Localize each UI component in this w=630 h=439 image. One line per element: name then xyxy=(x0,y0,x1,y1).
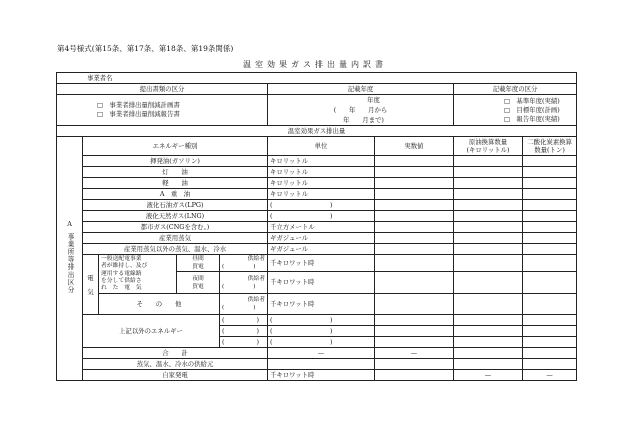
actual-input[interactable] xyxy=(375,233,454,244)
crude-oil-input[interactable] xyxy=(454,294,523,315)
daytime-line: 昼間 xyxy=(192,256,204,262)
co2-input[interactable] xyxy=(523,178,577,189)
self-gen-actual-input[interactable] xyxy=(375,370,454,381)
night-supplier[interactable] xyxy=(220,272,268,294)
table-row xyxy=(57,211,577,222)
total-crude-oil-input[interactable] xyxy=(454,348,523,359)
other-unit-input[interactable]: ( ) xyxy=(268,326,375,337)
crude-oil-input[interactable] xyxy=(454,244,523,255)
electricity-label xyxy=(83,255,99,315)
col-actual: 実数値 xyxy=(375,137,454,156)
actual-input[interactable] xyxy=(375,337,454,348)
daytime-line: 買電 xyxy=(192,264,204,270)
night-line: 夜間 xyxy=(192,275,204,282)
actual-input[interactable] xyxy=(375,178,454,189)
grid-electricity-label xyxy=(99,255,177,294)
co2-input[interactable] xyxy=(523,255,577,272)
table-row xyxy=(57,167,577,178)
supplier-label: 供給者 xyxy=(247,297,265,304)
table-row xyxy=(57,156,577,167)
grid-line: れ た 電 気 xyxy=(101,285,142,292)
crude-oil-input[interactable] xyxy=(454,315,523,326)
table-row xyxy=(57,315,577,326)
grid-line: 運用する電線路 xyxy=(101,270,142,277)
fiscal-year-line: 年度 xyxy=(367,96,380,104)
co2-input[interactable] xyxy=(523,326,577,337)
co2-input[interactable] xyxy=(523,294,577,315)
unit-cell: 千キロワット時 xyxy=(268,294,375,315)
other-electricity-label: そ の 他 xyxy=(99,294,220,315)
actual-input[interactable] xyxy=(375,167,454,178)
grid-line: 者が維持し、及び xyxy=(101,263,148,270)
energy-label: 揮発油(ガソリン) xyxy=(83,156,268,167)
crude-oil-input[interactable] xyxy=(454,326,523,337)
other-energy-name-input[interactable]: ( ) xyxy=(220,337,268,348)
co2-input[interactable] xyxy=(523,200,577,211)
actual-input[interactable] xyxy=(375,244,454,255)
emissions-breakdown-table xyxy=(56,72,577,381)
fiscal-year-to: 年 月まで) xyxy=(343,116,384,124)
energy-label: A 重 油 xyxy=(83,189,268,200)
crude-oil-input[interactable] xyxy=(454,156,523,167)
table-row xyxy=(57,359,577,370)
emission-category-side-label xyxy=(57,137,83,381)
col-crude-oil-line2: (キロリットル) xyxy=(466,146,510,154)
crude-oil-input[interactable] xyxy=(454,167,523,178)
unit-cell: キロリットル xyxy=(268,189,375,200)
fiscal-year-from: ( 年 月から xyxy=(333,106,388,114)
steam-actual-input[interactable] xyxy=(375,359,454,370)
co2-input[interactable] xyxy=(523,315,577,326)
side-label-text: 事業所等排出区分 xyxy=(66,233,74,295)
actual-input[interactable] xyxy=(375,255,454,272)
unit-cell: ギガジュール xyxy=(268,233,375,244)
other-unit-input[interactable]: ( ) xyxy=(268,337,375,348)
electricity-label-bottom: 気 xyxy=(87,287,94,296)
unit-cell: ( ) xyxy=(268,200,375,211)
total-co2-input[interactable] xyxy=(523,348,577,359)
actual-input[interactable] xyxy=(375,156,454,167)
actual-input[interactable] xyxy=(375,326,454,337)
fiscal-year-header: 記載年度 xyxy=(268,84,454,95)
co2-input[interactable] xyxy=(523,337,577,348)
other-supplier[interactable] xyxy=(220,294,268,315)
doc-type-options xyxy=(57,95,268,126)
co2-input[interactable] xyxy=(523,233,577,244)
fiscal-type-option-report[interactable]: □ 報告年度(実績) xyxy=(504,114,560,123)
energy-label: 産業用蒸気 xyxy=(83,233,268,244)
doc-type-header: 提出書類の区分 xyxy=(57,84,268,95)
supplier-paren: ( ) xyxy=(222,305,256,312)
table-row xyxy=(57,233,577,244)
crude-oil-input[interactable] xyxy=(454,222,523,233)
col-co2 xyxy=(523,137,577,156)
table-row xyxy=(57,348,577,359)
col-energy-type: エネルギー種別 xyxy=(83,137,268,156)
col-crude-oil-line1: 原油換算数量 xyxy=(468,138,508,146)
crude-oil-input[interactable] xyxy=(454,337,523,348)
doc-type-option-plan[interactable]: □ 事業者排出量削減計画書 xyxy=(97,101,180,109)
total-unit-dash: — xyxy=(268,348,375,359)
table-row xyxy=(57,222,577,233)
table-row xyxy=(57,244,577,255)
actual-input[interactable] xyxy=(375,294,454,315)
co2-input[interactable] xyxy=(523,244,577,255)
energy-label: 産業用蒸気以外の蒸気、温水、冷水 xyxy=(83,244,268,255)
crude-oil-input[interactable] xyxy=(454,233,523,244)
self-gen-co2-dash: — xyxy=(523,370,577,381)
col-unit: 単位 xyxy=(268,137,375,156)
table-row xyxy=(57,370,577,381)
grid-line: を分して供給さ xyxy=(101,277,142,284)
energy-label: 都市ガス(CNGを含む。) xyxy=(83,222,268,233)
col-co2-line2: 数量(トン) xyxy=(534,146,565,154)
electricity-label-top: 電 xyxy=(87,273,94,282)
crude-oil-input[interactable] xyxy=(454,189,523,200)
steam-crude-oil-input[interactable] xyxy=(454,359,523,370)
total-actual-dash: — xyxy=(375,348,454,359)
crude-oil-input[interactable] xyxy=(454,178,523,189)
grid-line: 一般送配電事業 xyxy=(101,256,142,262)
steam-co2-input[interactable] xyxy=(523,359,577,370)
fiscal-type-options xyxy=(454,95,577,126)
unit-cell: 千立方メートル xyxy=(268,222,375,233)
co2-input[interactable] xyxy=(523,156,577,167)
other-energy-label: 上記以外のエネルギー xyxy=(83,315,220,348)
energy-label: 灯 油 xyxy=(83,167,268,178)
unit-cell: 千キロワット時 xyxy=(268,370,375,381)
actual-input[interactable] xyxy=(375,222,454,233)
unit-cell: キロリットル xyxy=(268,167,375,178)
co2-input[interactable] xyxy=(523,211,577,222)
other-unit-input[interactable]: ( ) xyxy=(268,315,375,326)
crude-oil-input[interactable] xyxy=(454,211,523,222)
table-row xyxy=(57,200,577,211)
night-purchase-label xyxy=(177,272,220,294)
supplier-label: 供給者 xyxy=(247,275,265,282)
form-id: 第4号様式(第15条、第17条、第18条、第19条関係) xyxy=(57,44,234,53)
actual-input[interactable] xyxy=(375,272,454,294)
daytime-supplier[interactable] xyxy=(220,255,268,272)
crude-oil-input[interactable] xyxy=(454,200,523,211)
unit-cell: キロリットル xyxy=(268,156,375,167)
energy-label: 液化天然ガス(LNG) xyxy=(83,211,268,222)
other-energy-name-input[interactable]: ( ) xyxy=(220,315,268,326)
business-operator-label: 事業者名 xyxy=(57,73,577,84)
supplier-label: 供給者 xyxy=(247,256,265,262)
unit-cell: ( ) xyxy=(268,211,375,222)
fiscal-year-cell xyxy=(268,95,454,126)
actual-input[interactable] xyxy=(375,189,454,200)
unit-cell: 千キロワット時 xyxy=(268,255,375,272)
emissions-section-title: 温室効果ガス排出量 xyxy=(57,126,577,137)
daytime-purchase-label xyxy=(177,255,220,272)
unit-cell: ギガジュール xyxy=(268,244,375,255)
night-line: 買電 xyxy=(192,283,204,290)
doc-type-option-report[interactable]: □ 事業者排出量削減報告書 xyxy=(97,110,180,118)
table-row xyxy=(57,294,577,315)
co2-input[interactable] xyxy=(523,222,577,233)
energy-label: 軽 油 xyxy=(83,178,268,189)
total-label: 合 計 xyxy=(83,348,268,359)
col-crude-oil xyxy=(454,137,523,156)
table-row xyxy=(57,178,577,189)
actual-input[interactable] xyxy=(375,315,454,326)
actual-input[interactable] xyxy=(375,211,454,222)
crude-oil-input[interactable] xyxy=(454,272,523,294)
co2-input[interactable] xyxy=(523,167,577,178)
steam-supply-label: 蒸気、温水、冷水の供給元 xyxy=(83,359,268,370)
supplier-paren: ( ) xyxy=(222,283,256,290)
steam-unit-cell[interactable] xyxy=(268,359,375,370)
fiscal-type-option-target[interactable]: □ 目標年度(計画) xyxy=(504,105,560,114)
col-co2-line1: 二酸化炭素換算 xyxy=(527,138,572,146)
co2-input[interactable] xyxy=(523,272,577,294)
other-energy-name-input[interactable]: ( ) xyxy=(220,326,268,337)
actual-input[interactable] xyxy=(375,200,454,211)
energy-label: 液化石油ガス(LPG) xyxy=(83,200,268,211)
document-title: 温室効果ガス排出量内訳書 xyxy=(243,60,387,69)
table-row xyxy=(57,189,577,200)
unit-cell: 千キロワット時 xyxy=(268,272,375,294)
unit-cell: キロリットル xyxy=(268,178,375,189)
crude-oil-input[interactable] xyxy=(454,255,523,272)
self-gen-crude-dash: — xyxy=(454,370,523,381)
supplier-paren: ( ) xyxy=(222,264,256,270)
self-generation-label: 自家発電 xyxy=(83,370,268,381)
side-label-letter: A xyxy=(67,220,72,229)
co2-input[interactable] xyxy=(523,189,577,200)
fiscal-type-option-base[interactable]: □ 基準年度(実績) xyxy=(504,96,560,105)
fiscal-type-header: 記載年度の区分 xyxy=(454,84,577,95)
